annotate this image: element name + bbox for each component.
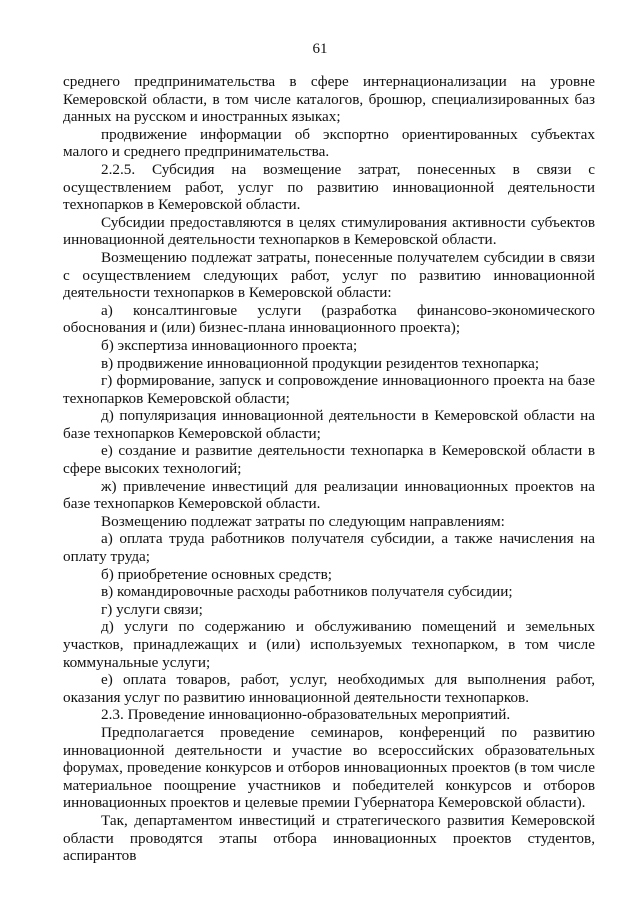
paragraph: г) формирование, запуск и сопровождение инновационного проекта на базе технопарков Кемеровской области; [63,372,595,407]
paragraph: б) приобретение основных средств; [101,565,332,583]
paragraph: 2.3. Проведение инновационно-образовательных мероприятий. [101,706,511,724]
paragraph: д) популяризация инновационной деятельности в Кемеровской области на базе технопарков Кемеровской области; [63,407,595,442]
paragraph: б) экспертиза инновационного проекта; [101,336,358,354]
body-text [63,73,595,865]
paragraph: Возмещению подлежат затраты по следующим направлениям: [101,512,505,530]
paragraph: Так, департаментом инвестиций и стратегического развития Кемеровской области проводятся этапы отбора инновационных проектов студентов, аспирантов [63,811,595,865]
paragraph: г) услуги связи; [101,600,203,618]
paragraph: е) оплата товаров, работ, услуг, необходимых для выполнения работ, оказания услуг по развитию инновационной деятельности технопарков. [63,671,595,706]
page-number: 61 [312,41,328,57]
paragraph: е) создание и развитие деятельности технопарка в Кемеровской области в сфере высоких технологий; [63,442,595,478]
paragraph: Возмещению подлежат затраты, понесенные получателем субсидии в связи с осуществлением следующих работ, услуг по развитию инновационной деятельности технопарков в Кемеровской области: [63,248,595,302]
paragraph: а) оплата труда работников получателя субсидии, а также начисления на оплату труда; [63,530,595,566]
paragraph: продвижение информации об экспортно ориентированных субъектах малого и среднего предпринимательства. [63,125,595,161]
paragraph: д) услуги по содержанию и обслуживанию помещений и земельных участков, принадлежащих и (или) используемых технопарком, в том числе коммунальные услуги; [63,618,595,671]
paragraph: Субсидии предоставляются в целях стимулирования активности субъектов инновационной деятельности технопарков в Кемеровской области. [63,213,595,249]
paragraph: среднего предпринимательства в сфере интернационализации на уровне Кемеровской области, в том числе каталогов, брошюр, специализированных баз данных на русском и иностранных языках; [63,73,595,126]
paragraph: ж) привлечение инвестиций для реализации инновационных проектов на базе технопарков Кемеровской области. [63,477,595,513]
paragraph: в) командировочные расходы работников получателя субсидии; [101,583,513,601]
paragraph: Предполагается проведение семинаров, конференций по развитию инновационной деятельности и участие во всероссийских образовательных форумах, проведение конкурсов и отборов инновационных проектов (в том числе материальное поощрение участников и победителей конкурсов и отборов инновационных проектов и целевые премии Губернатора Кемеровской области). [63,723,595,812]
paragraph: в) продвижение инновационной продукции резидентов технопарка; [101,354,540,372]
paragraph: а) консалтинговые услуги (разработка финансово-экономического обоснования и (или) бизнес-плана инновационного проекта); [63,301,595,337]
paragraph: 2.2.5. Субсидия на возмещение затрат, понесенных в связи с осуществлением работ, услуг по развитию инновационной деятельности технопарков в Кемеровской области. [63,160,595,214]
